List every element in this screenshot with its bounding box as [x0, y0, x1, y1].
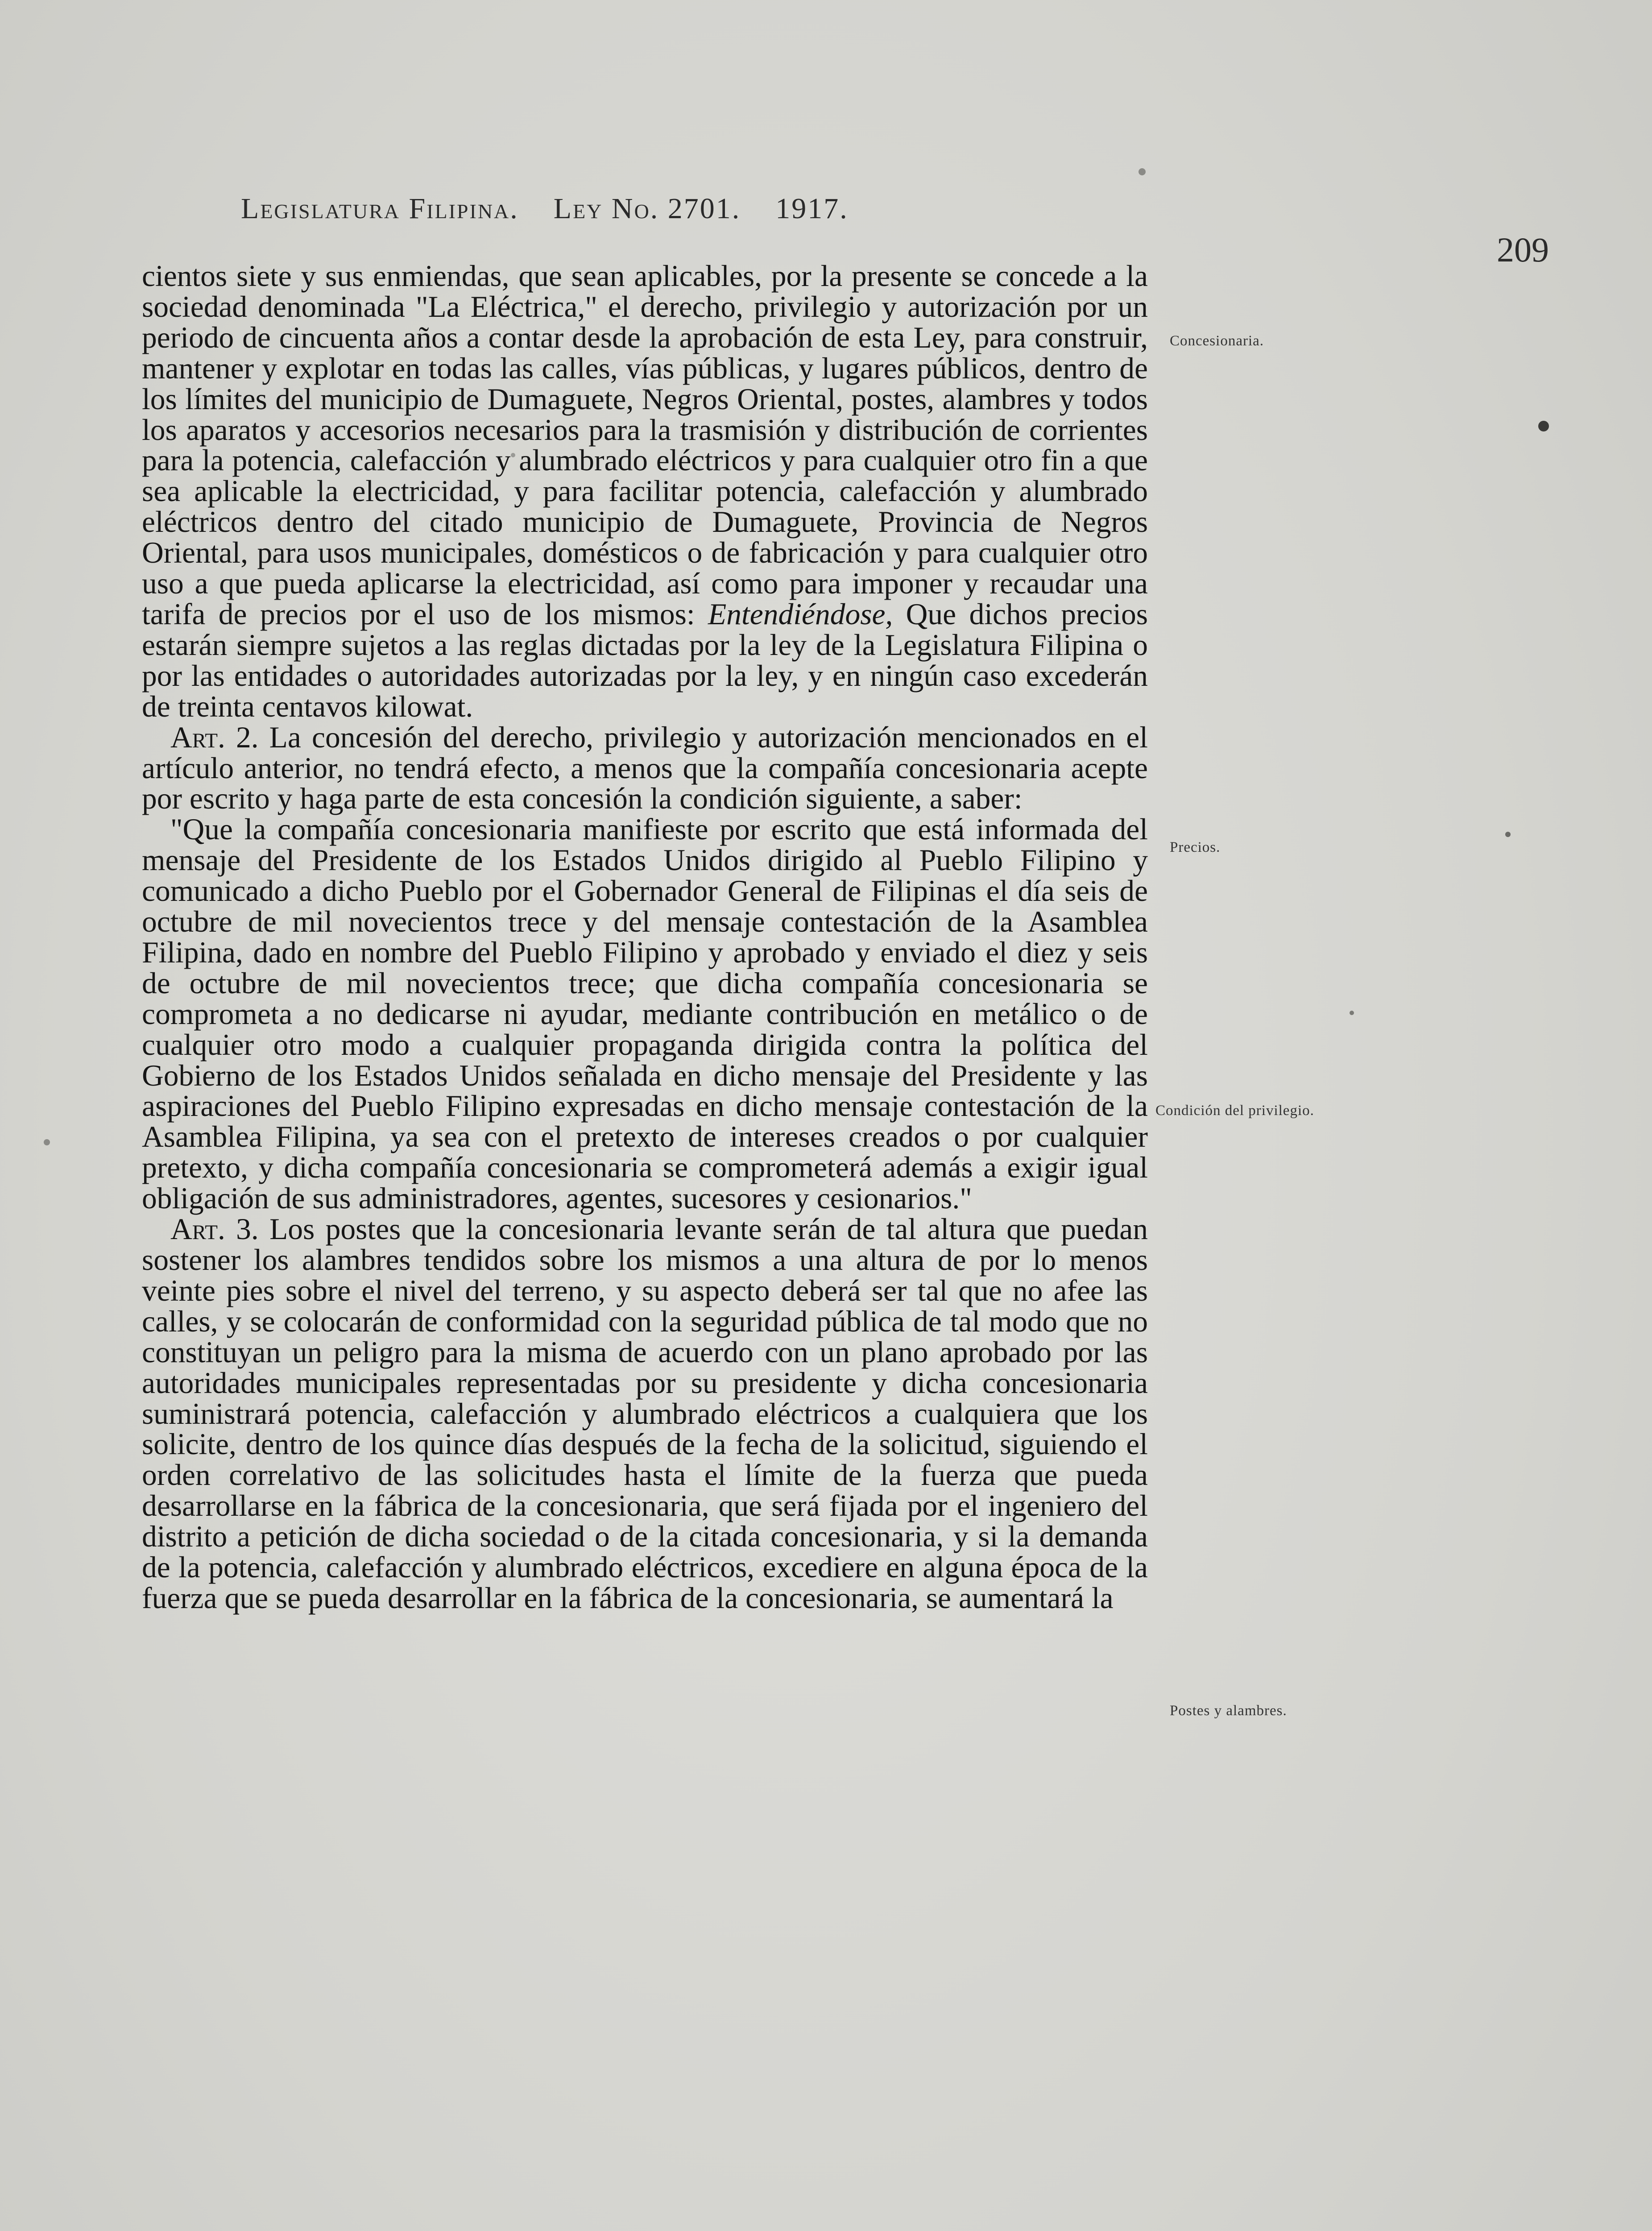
- header-legislature: Legislatura Filipina.: [241, 192, 519, 225]
- art-3-label: Art.: [170, 1212, 225, 1246]
- art-2-text: 2. La concesión del derecho, privilegio y autorización mencionados en el artículo anterior, no tendrá efecto, a menos que la compañía concesionaria acepte por escrito y haga parte de esta concesión la condición siguiente, a saber:: [142, 720, 1148, 816]
- margin-note-postes: Postes y alambres.: [1170, 1703, 1287, 1719]
- margin-note-concesionaria: Concesionaria.: [1170, 333, 1264, 349]
- page-number: 209: [1497, 230, 1549, 269]
- header-year: 1917.: [775, 192, 849, 225]
- paragraph-intro: [142, 261, 1148, 722]
- margin-note-condicion: Condición del privilegio.: [1155, 1103, 1314, 1119]
- paragraph-condition-quote: "Que la compañía concesionaria manifieste por escrito que está informada del mensaje del Presidente de los Estados Unidos dirigido al Pueblo Filipino y comunicado a dicho Pueblo por el Gobernador General de Filipinas el día seis de octubre de mil novecientos trece y del mensaje contestación de la Asamblea Filipina, dado en nombre del Pueblo Filipino y aprobado y enviado el diez y seis de octubre de mil novecientos trece; que dicha compañía concesionaria se comprometa a no dedicarse ni ayudar, mediante contribución en metálico o de cualquier otro modo a cualquier propaganda dirigida contra la política del Gobierno de los Estados Unidos señalada en dicho mensaje del Presidente y las aspiraciones del Pueblo Filipino expresadas en dicho mensaje contestación de la Asamblea Filipina, ya sea con el pretexto de intereses creados o por cualquier pretexto, y dicha compañía concesionaria se comprometerá además a exigir igual obligación de sus administradores, agentes, sucesores y cesionarios.": [142, 813, 1148, 1215]
- proviso-emphasis: Entendiéndose,: [708, 597, 893, 631]
- header-law: Ley No. 2701.: [553, 192, 741, 225]
- proviso-text: Que dichos precios estarán siempre sujetos a las reglas dictadas por la ley de la Legislatura Filipina o por las entidades o autoridades autorizadas por la ley, y en ningún caso excederán de treinta centavos kilowat.: [142, 597, 1148, 723]
- paragraph-intro-text: cientos siete y sus enmiendas, que sean aplicables, por la presente se concede a la sociedad denominada "La Eléctrica," el derecho, privilegio y autorización por un periodo de cincuenta años a contar desde la aprobación de esta Ley, para construir, mantener y explotar en todas las calles, vías públicas, y lugares públicos, dentro de los límites del municipio de Dumaguete, Negros Oriental, postes, alambres y todos los aparatos y accesorios necesarios para la trasmisión y distribución de corrientes para la potencia, calefacción y alumbrado eléctricos y para cualquier otro fin a que sea aplicable la electricidad, y para facilitar potencia, calefacción y alumbrado eléctricos dentro del citado municipio de Dumaguete, Provincia de Negros Oriental, para usos municipales, domésticos o de fabricación y para cualquier otro uso a que pueda aplicarse la electricidad, así como para imponer y recaudar una tarifa de precios por el uso de los mismos:: [142, 259, 1148, 631]
- margin-note-precios: Precios.: [1170, 839, 1221, 855]
- body-text: [142, 261, 1148, 1614]
- art-2-label: Art.: [170, 720, 225, 754]
- running-header: [241, 192, 849, 226]
- paragraph-art-2: [142, 722, 1148, 815]
- paragraph-art-3: [142, 1214, 1148, 1614]
- art-3-text: 3. Los postes que la concesionaria levante serán de tal altura que puedan sostener los alambres tendidos sobre los mismos a una altura de por lo menos veinte pies sobre el nivel del terreno, y su aspecto deberá ser tal que no afee las calles, y se colocarán de conformidad con la seguridad pública de tal modo que no constituyan un peligro para la misma de acuerdo con un plano aprobado por las autoridades municipales representadas por su presidente y dicha concesionaria suministrará potencia, calefacción y alumbrado eléctricos a cualquiera que los solicite, dentro de los quince días después de la fecha de la solicitud, siguiendo el orden correlativo de las solicitudes hasta el límite de la fuerza que pueda desarrollarse en la fábrica de la concesionaria, que será fijada por el ingeniero del distrito a petición de dicha sociedad o de la citada concesionaria, y si la demanda de la potencia, calefacción y alumbrado eléctricos, excediere en alguna época de la fuerza que se pueda desarrollar en la fábrica de la concesionaria, se aumentará la: [142, 1212, 1148, 1615]
